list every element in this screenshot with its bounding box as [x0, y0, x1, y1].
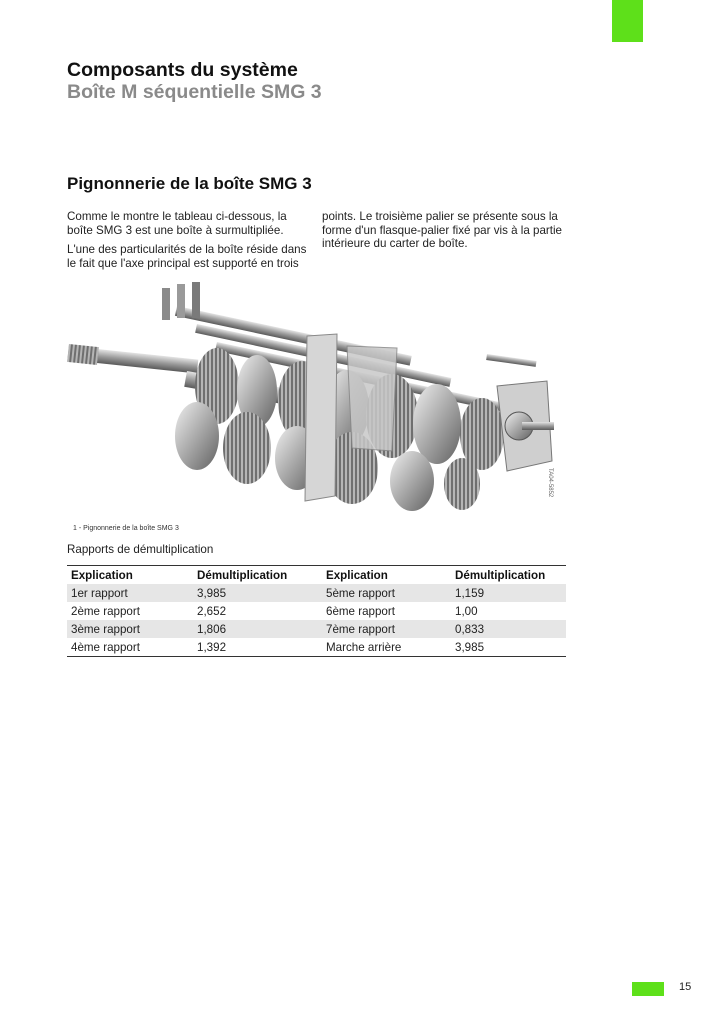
- gear-train-image: [67, 276, 567, 524]
- paragraph-detail-start: L'une des particularités de la boîte réside dans le fait que l'axe principal est supporté en trois: [67, 243, 307, 270]
- table-cell: 7ème rapport: [322, 620, 451, 638]
- table-cell: 1,159: [451, 584, 566, 602]
- table-cell: 3,985: [451, 638, 566, 657]
- text-column-left: [67, 210, 309, 276]
- paragraph-intro: Comme le montre le tableau ci-dessous, la boîte SMG 3 est une boîte à surmultipliée.: [67, 210, 287, 237]
- page-subtitle: Boîte M séquentielle SMG 3: [67, 81, 322, 103]
- table-cell: 3ème rapport: [67, 620, 193, 638]
- header-demultiplication-2: Démultiplication: [451, 566, 566, 585]
- table-row: [67, 602, 566, 620]
- page-title: Composants du système: [67, 59, 298, 81]
- table-row: [67, 584, 566, 602]
- table-title: Rapports de démultiplication: [67, 543, 214, 556]
- table-cell: 1,392: [193, 638, 322, 657]
- text-column-right: [322, 210, 564, 257]
- gear-ratio-table: [67, 565, 566, 657]
- table-cell: 5ème rapport: [322, 584, 451, 602]
- table-cell: 1,00: [455, 604, 478, 618]
- table-cell: 4ème rapport: [67, 638, 193, 657]
- table-cell: 2ème rapport: [71, 604, 140, 618]
- table-cell: 2,652: [197, 604, 227, 618]
- page-number: 15: [679, 981, 692, 993]
- header-explication-1: Explication: [67, 566, 193, 585]
- table-header-row: [67, 566, 566, 585]
- table-row: [67, 620, 566, 638]
- table-cell: 0,833: [451, 620, 566, 638]
- table-cell: 3,985: [193, 584, 322, 602]
- table-cell: 1,806: [193, 620, 322, 638]
- paragraph-detail-end: points. Le troisième palier se présente sous la forme d'un flasque-palier fixé par vis à la partie intérieure du carter de boîte.: [322, 210, 563, 250]
- green-page-tab: [612, 0, 643, 42]
- section-title: Pignonnerie de la boîte SMG 3: [67, 174, 312, 193]
- table-cell: 6ème rapport: [326, 604, 395, 618]
- figure-caption: 1 - Pignonnerie de la boîte SMG 3: [73, 525, 179, 532]
- table-cell: Marche arrière: [322, 638, 451, 657]
- green-page-marker: [632, 982, 664, 996]
- header-explication-2: Explication: [322, 566, 451, 585]
- header-demultiplication-1: Démultiplication: [193, 566, 322, 585]
- table-row: [67, 638, 566, 657]
- figure-code: TA04-5852: [547, 468, 553, 498]
- gearbox-illustration: [67, 276, 567, 524]
- table-cell: 1er rapport: [67, 584, 193, 602]
